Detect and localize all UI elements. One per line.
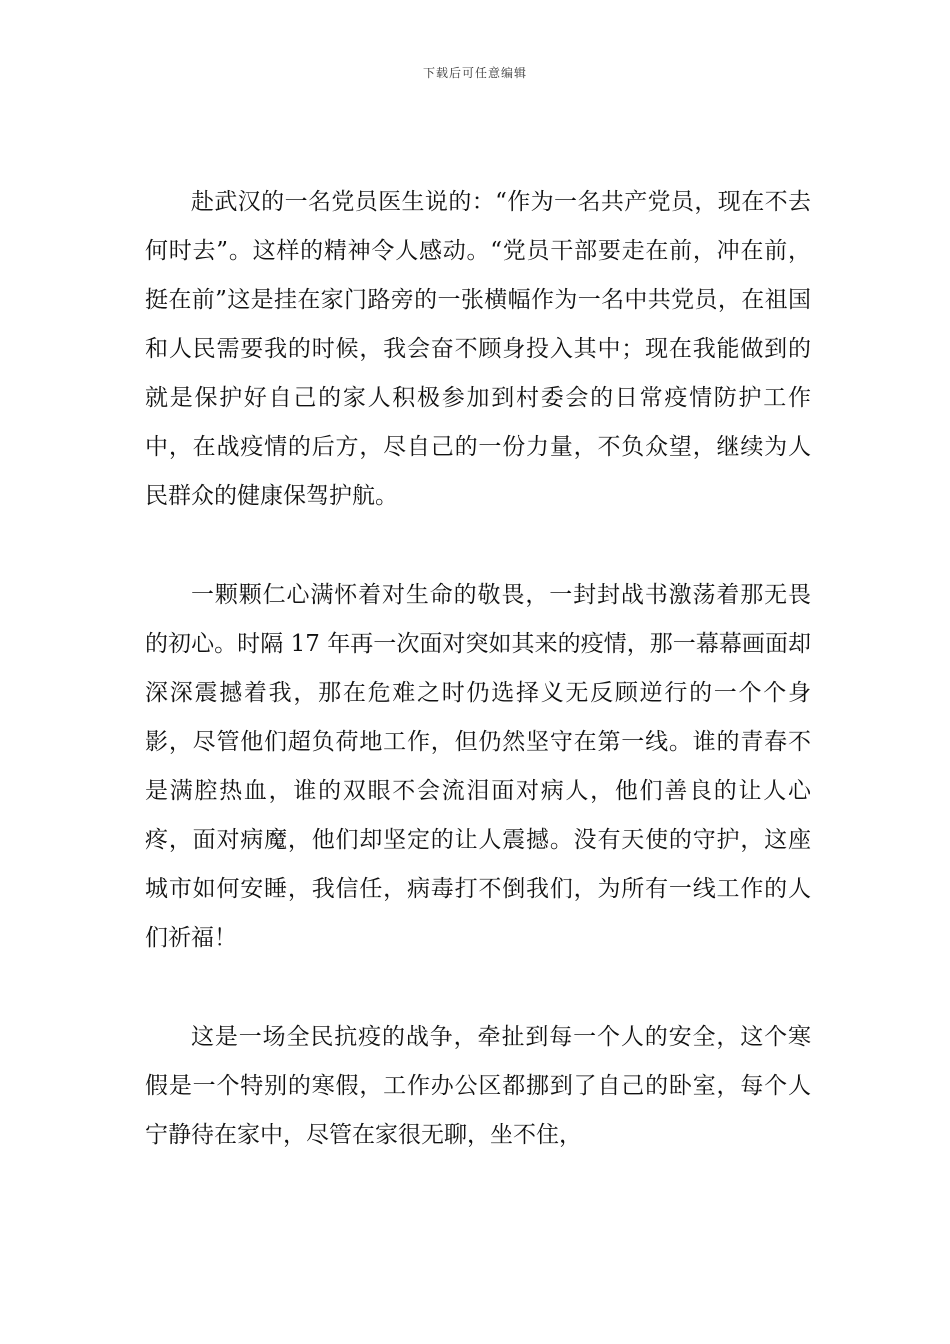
- paragraph-2: 一颗颗仁心满怀着对生命的敬畏，一封封战书激荡着那无畏的初心。时隔 17 年再一次面对突如其来的疫情，那一幕幕画面却深深震撼着我，那在危难之时仍选择义无反顾逆行的一个个身影，尽管他们超负荷地工作，但仍然坚守在第一线。谁的青春不是满腔热血，谁的双眼不会流泪面对病人，他们善良的让人心疼，面对病魔，他们却坚定的让人震撼。没有天使的守护，这座城市如何安睡，我信任，病毒打不倒我们，为所有一线工作的人们祈福！: [145, 582, 811, 951]
- paragraph-1: 赴武汉的一名党员医生说的：“作为一名共产党员，现在不去何时去”。这样的精神令人感动。“党员干部要走在前，冲在前，挺在前”这是挂在家门路旁的一张横幅作为一名中共党员，在祖国和人民需要我的时候，我会奋不顾身投入其中；现在我能做到的就是保护好自己的家人积极参加到村委会的日常疫情防护工作中，在战疫情的后方，尽自己的一份力量，不负众望，继续为人民群众的健康保驾护航。: [145, 189, 811, 509]
- document-body: [145, 178, 811, 1210]
- page-header: 下载后可任意编辑: [422, 66, 527, 80]
- paragraph-3: 这是一场全民抗疫的战争，牵扯到每一个人的安全，这个寒假是一个特别的寒假，工作办公区都挪到了自己的卧室，每个人宁静待在家中，尽管在家很无聊，坐不住，: [145, 1024, 811, 1148]
